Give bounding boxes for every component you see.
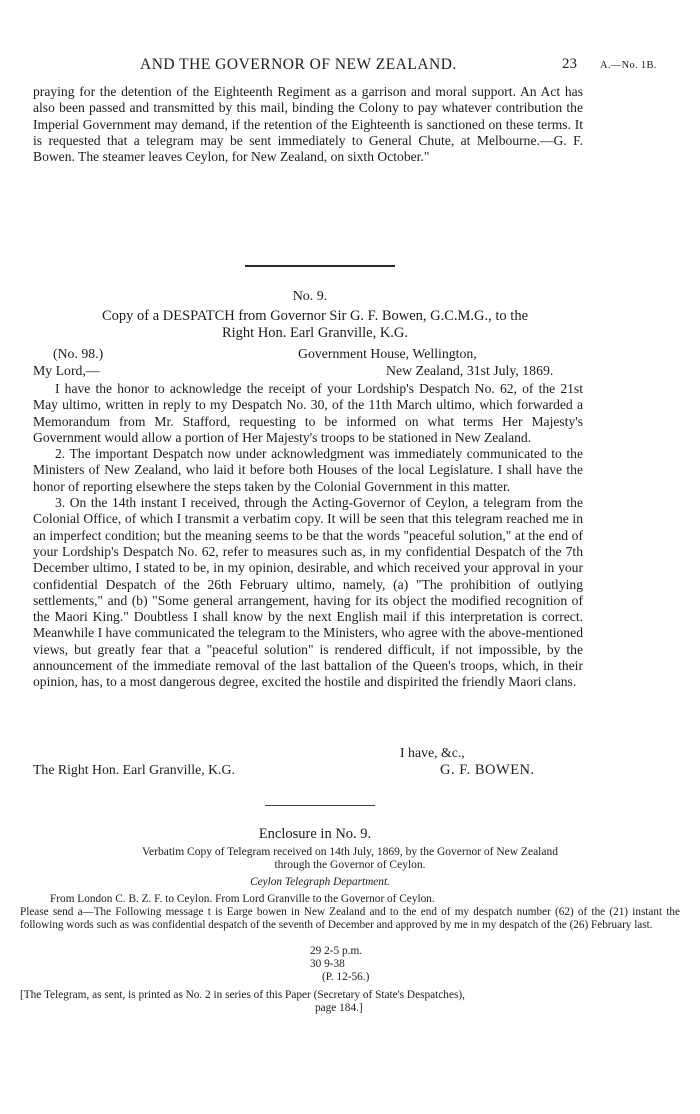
editorial-note-line2: page 184.] xyxy=(315,1002,363,1014)
section-divider xyxy=(245,265,395,267)
despatch-number: No. 9. xyxy=(292,289,328,304)
continuation-paragraph xyxy=(33,84,583,165)
continuation-text: praying for the detention of the Eighteenth Regiment as a garrison and moral support. An Act has also been passed and transmitted by this mail, binding the Colony to pay whatever contribution the Imperial Government may demand, if the retention of the Eighteenth is sanctioned on these terms. It is requested that a telegram may be sent immediately to General Chute, at Melbourne.—G. F. Bowen. The steamer leaves Ceylon, for New Zealand, on sixth October." xyxy=(33,84,583,165)
signature: G. F. BOWEN. xyxy=(440,762,535,778)
page-number: 23 xyxy=(562,56,577,72)
despatch-title-line2: Right Hon. Earl Granville, K.G. xyxy=(221,325,409,341)
telegram-from-line: From London C. B. Z. F. to Ceylon. From Lord Granville to the Governor of Ceylon. xyxy=(50,893,435,905)
telegram-code-2: 30 9-38 xyxy=(310,958,345,970)
editorial-note-line1: [The Telegram, as sent, is printed as No. 2 in series of this Paper (Secretary of State's Despatches), xyxy=(20,989,465,1001)
despatch-ref-no: (No. 98.) xyxy=(53,346,104,361)
enclosure-subtitle xyxy=(15,846,685,872)
paragraph-2: 2. The important Despatch now under acknowledgment was immediately communicated to the Ministers of New Zealand, who laid it before both Houses of the local Legislature. I shall have the honor of reporting elsewhere the steps taken by the Colonial Government in this matter. xyxy=(33,446,583,494)
despatch-location: Government House, Wellington, xyxy=(298,346,477,361)
closing: I have, &c., xyxy=(400,745,465,760)
telegraph-department: Ceylon Telegraph Department. xyxy=(250,876,390,888)
telegram-message: Please send a—The Following message t is Earge bowen in New Zealand and to the end of my despatch number (62) of the (21) instant the following words such as was confidential despatch of the seventh of December and approved by me in my despatch of the (26) February last. xyxy=(20,906,680,932)
telegram-codes xyxy=(310,945,369,984)
paper-reference: A.—No. 1B. xyxy=(600,60,657,71)
running-header: AND THE GOVERNOR OF NEW ZEALAND. xyxy=(140,56,457,73)
despatch-title-line1: Copy of a DESPATCH from Governor Sir G. F. Bowen, G.C.M.G., to the xyxy=(101,308,529,324)
paragraph-1: I have the honor to acknowledge the receipt of your Lordship's Despatch No. 62, of the 21st May ultimo, written in reply to my Despatch No. 30, of the 11th March ultimo, which forwarded a Memorandum from Mr. Stafford, requesting to be informed on what terms Her Majesty's Government would allow a portion of Her Majesty's troops to be stationed in New Zealand. xyxy=(33,381,583,445)
enclosure-subtitle-line1: Verbatim Copy of Telegram received on 14th July, 1869, by the Governor of New Zealand xyxy=(142,846,558,858)
enclosure-subtitle-line2: through the Governor of Ceylon. xyxy=(274,859,426,871)
addressee: The Right Hon. Earl Granville, K.G. xyxy=(33,762,235,777)
enclosure-title: Enclosure in No. 9. xyxy=(258,826,372,842)
despatch-date: New Zealand, 31st July, 1869. xyxy=(386,363,554,378)
enclosure-divider xyxy=(265,805,375,806)
despatch-title xyxy=(30,308,600,342)
telegram-message-block xyxy=(20,906,680,932)
telegram-code-3: (P. 12-56.) xyxy=(322,971,370,983)
salutation: My Lord,— xyxy=(33,363,100,378)
paragraph-3: 3. On the 14th instant I received, through the Acting-Governor of Ceylon, a telegram from the Colonial Office, of which I transmit a verbatim copy. It will be seen that this telegram reached me in an imperfect condition; but the meaning seems to be that the words "peaceful solution," at the end of your Lordship's Despatch No. 62, refer to measures such as, in my confidential Despatch of the 7th December ultimo, I stated to be, in my opinion, desirable, and which received your approval in your confidential Despatch of the 26th February ultimo, namely, (a) "The prohibition of outlying settlements," and (b) "Some general arrangement, having for its object the modified recognition of the Maori King." Doubtless I shall know by the next English mail if this interpretation is correct. Meanwhile I have communicated the telegram to the Ministers, who agree with the above-mentioned views, but greatly fear that a "peaceful solution" is rendered difficult, if not impossible, by the announcement of the immediate removal of the last battalion of the Queen's troops, which, in their opinion, has, to a most dangerous degree, excited the hostile and dispirited the friendly Maori clans. xyxy=(33,495,583,690)
telegram-code-1: 29 2-5 p.m. xyxy=(310,945,363,957)
despatch-body xyxy=(33,381,583,691)
